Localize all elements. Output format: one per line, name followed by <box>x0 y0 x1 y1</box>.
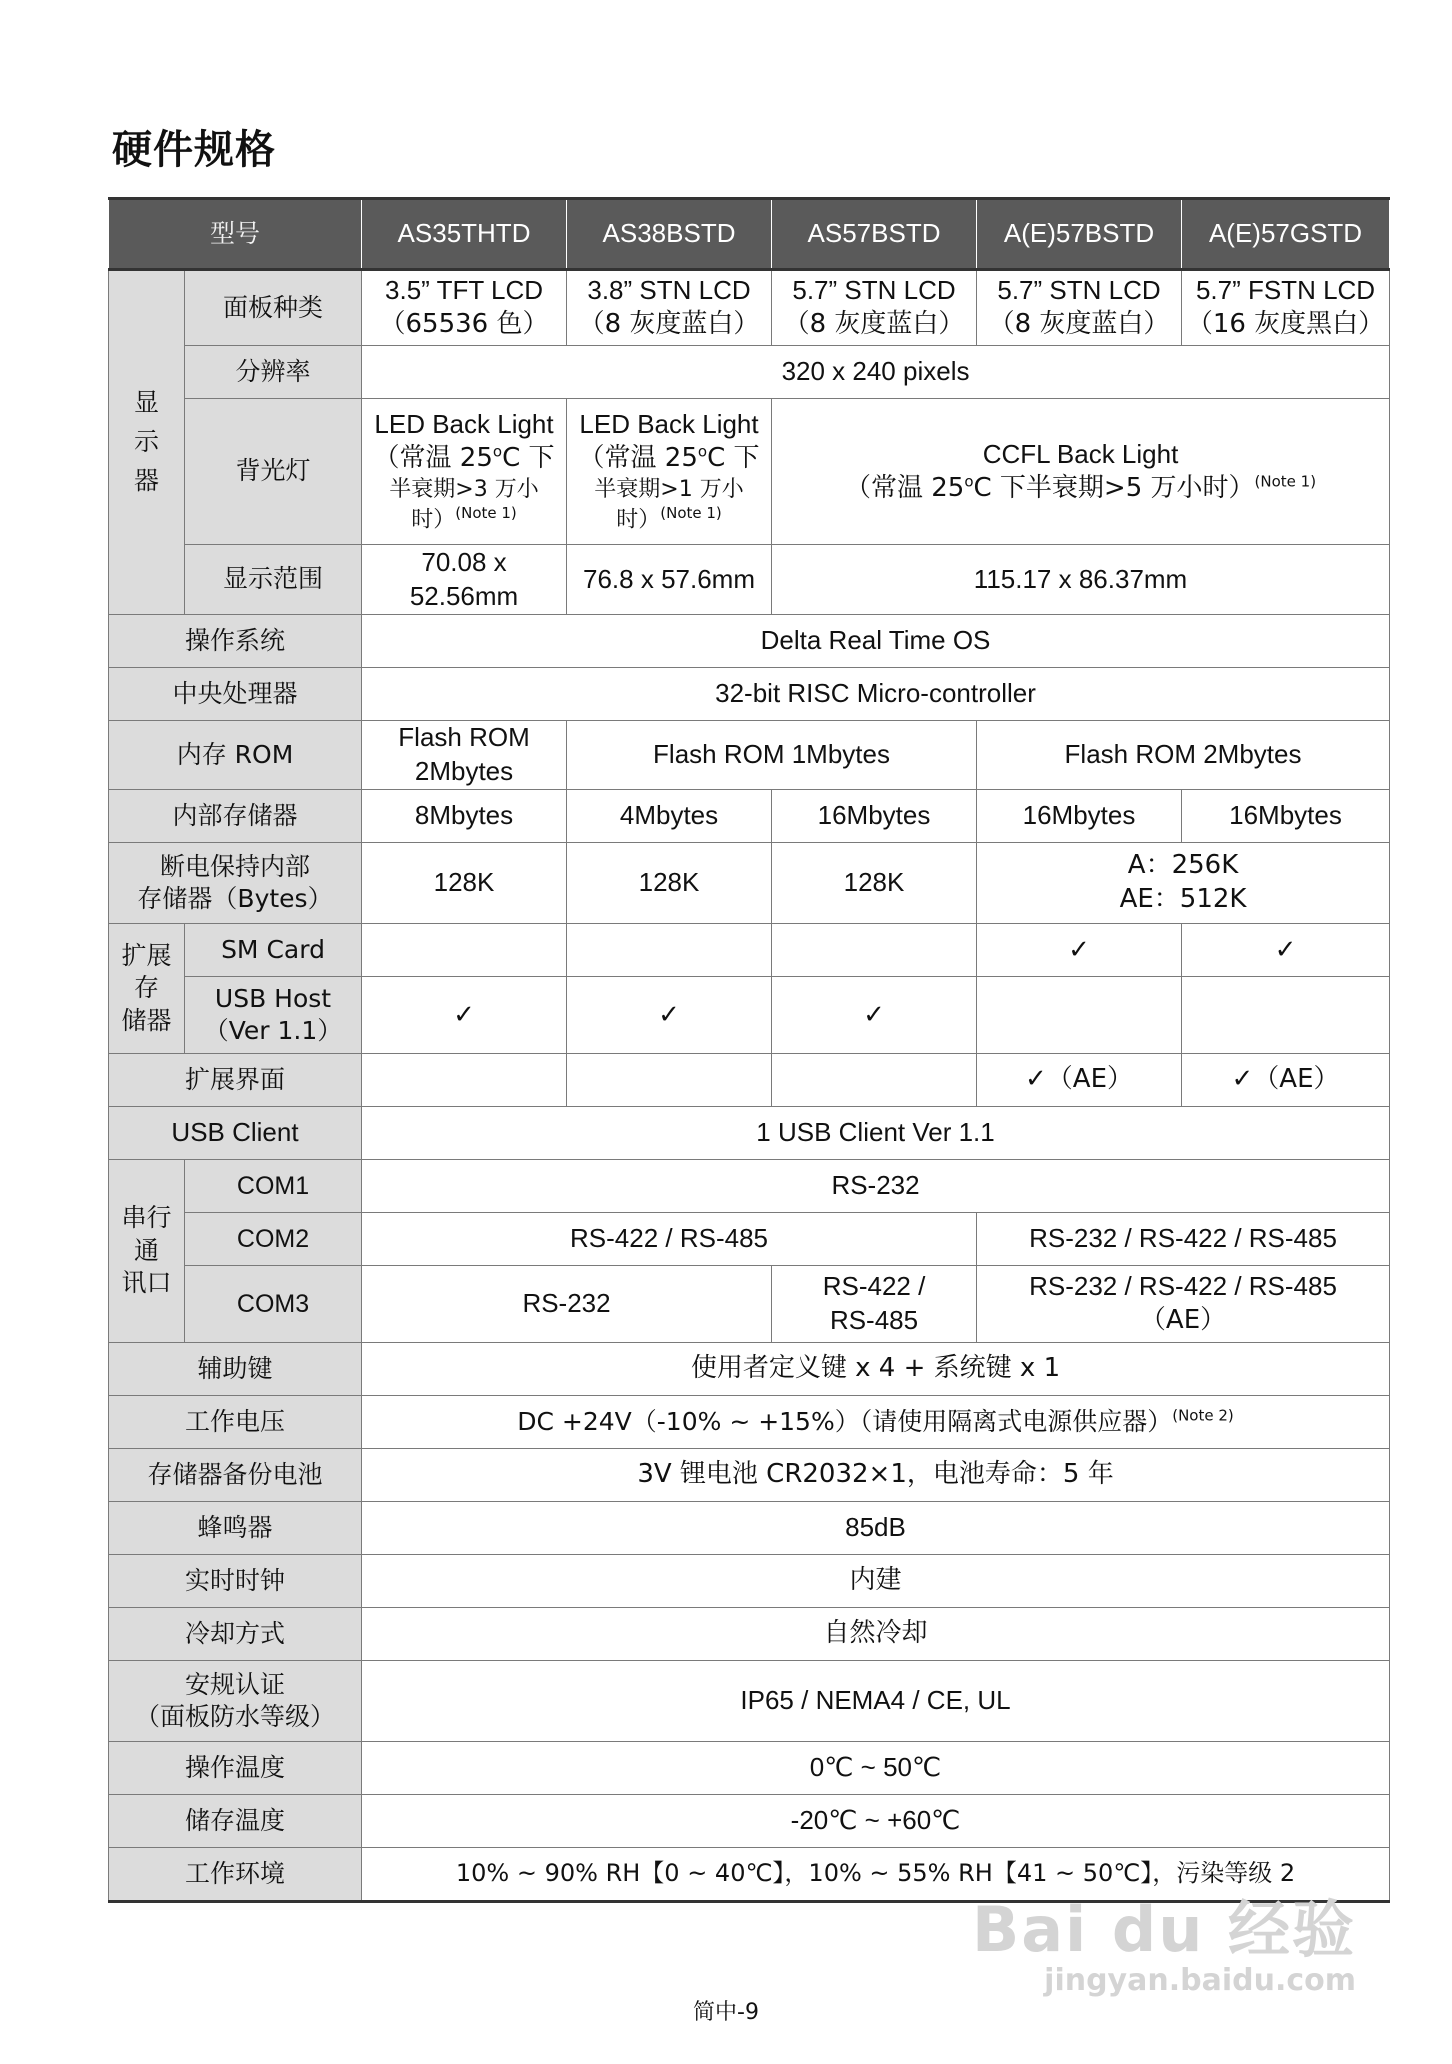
table-cell: 320 x 240 pixels <box>362 346 1390 399</box>
table-cell: IP65 / NEMA4 / CE, UL <box>362 1661 1390 1742</box>
table-cell: 3.5” TFT LCD （65536 色） <box>362 270 567 346</box>
row-label: 工作环境 <box>109 1848 362 1902</box>
table-row <box>109 399 1390 545</box>
table-cell: 0℃ ~ 50℃ <box>362 1742 1390 1795</box>
table-row <box>109 1502 1390 1555</box>
table-cell <box>977 977 1182 1054</box>
table-cell: 16Mbytes <box>772 790 977 843</box>
row-label: 操作系统 <box>109 615 362 668</box>
table-row <box>109 668 1390 721</box>
table-cell: 70.08 x 52.56mm <box>362 545 567 615</box>
table-cell: RS-422 / RS-485 <box>772 1266 977 1343</box>
table-row <box>109 1054 1390 1107</box>
table-cell: 76.8 x 57.6mm <box>567 545 772 615</box>
table-cell: 128K <box>362 843 567 924</box>
table-row <box>109 615 1390 668</box>
row-label: 操作温度 <box>109 1742 362 1795</box>
page-footer: 简中-9 <box>693 2000 759 2025</box>
table-cell: Delta Real Time OS <box>362 615 1390 668</box>
table-row <box>109 790 1390 843</box>
row-label: 面板种类 <box>185 270 362 346</box>
table-row <box>109 270 1390 346</box>
row-label: 辅助键 <box>109 1343 362 1396</box>
table-cell: CCFL Back Light （常温 25$^o$C 下半衰期>5 万小时）$^{(Note 1)}$ <box>772 399 1390 545</box>
table-cell: DC +24V（-10% ~ +15%）（请使用隔离式电源供应器）$^{(Note 2)}$ <box>362 1396 1390 1449</box>
table-cell: 115.17 x 86.37mm <box>772 545 1390 615</box>
baidu-watermark: Bai du 经验 jingyan.baidu.com <box>971 1893 1356 1998</box>
model-header: A(E)57GSTD <box>1182 199 1390 270</box>
table-cell: 128K <box>772 843 977 924</box>
table-cell: Flash ROM 1Mbytes <box>567 721 977 790</box>
table-cell: RS-232 / RS-422 / RS-485 <box>977 1213 1390 1266</box>
row-label: USB Client <box>109 1107 362 1160</box>
spec-table <box>108 197 1390 1903</box>
row-label: 扩展界面 <box>109 1054 362 1107</box>
table-row <box>109 721 1390 790</box>
table-cell: RS-232 <box>362 1160 1390 1213</box>
table-cell: 5.7” FSTN LCD （16 灰度黑白） <box>1182 270 1390 346</box>
row-label: COM2 <box>185 1213 362 1266</box>
row-label: 安规认证 （面板防水等级） <box>109 1661 362 1742</box>
table-row <box>109 346 1390 399</box>
model-header-label: 型号 <box>109 199 362 270</box>
row-label: 蜂鸣器 <box>109 1502 362 1555</box>
table-cell <box>772 1054 977 1107</box>
row-label: 内部存储器 <box>109 790 362 843</box>
check-mark: ✓ <box>772 977 977 1054</box>
model-header: AS38BSTD <box>567 199 772 270</box>
table-cell: ✓（AE） <box>977 1054 1182 1107</box>
table-cell: RS-232 <box>362 1266 772 1343</box>
table-cell: 4Mbytes <box>567 790 772 843</box>
table-cell: Flash ROM 2Mbytes <box>362 721 567 790</box>
table-cell <box>1182 977 1390 1054</box>
table-cell: LED Back Light （常温 25$^o$C 下 半衰期>1 万小 时）$^{(Note 1)}$ <box>567 399 772 545</box>
table-row <box>109 1449 1390 1502</box>
table-cell <box>772 924 977 977</box>
table-row <box>109 843 1390 924</box>
table-row <box>109 1742 1390 1795</box>
table-cell <box>362 1054 567 1107</box>
row-label: COM1 <box>185 1160 362 1213</box>
table-cell: 85dB <box>362 1502 1390 1555</box>
table-row <box>109 1661 1390 1742</box>
check-mark: ✓ <box>567 977 772 1054</box>
table-cell: A：256K AE：512K <box>977 843 1390 924</box>
table-cell: 128K <box>567 843 772 924</box>
model-header: AS57BSTD <box>772 199 977 270</box>
table-cell: 5.7” STN LCD （8 灰度蓝白） <box>977 270 1182 346</box>
row-label: 分辨率 <box>185 346 362 399</box>
row-label: 储存温度 <box>109 1795 362 1848</box>
check-mark: ✓ <box>362 977 567 1054</box>
table-row <box>109 924 1390 977</box>
check-mark: ✓ <box>1182 924 1390 977</box>
row-label: COM3 <box>185 1266 362 1343</box>
row-label: 背光灯 <box>185 399 362 545</box>
table-cell: RS-232 / RS-422 / RS-485 （AE） <box>977 1266 1390 1343</box>
table-cell: 16Mbytes <box>977 790 1182 843</box>
page-title: 硬件规格 <box>112 127 276 173</box>
row-label: SM Card <box>185 924 362 977</box>
table-cell: 8Mbytes <box>362 790 567 843</box>
table-row <box>109 1213 1390 1266</box>
model-header: A(E)57BSTD <box>977 199 1182 270</box>
serial-group-label: 串行通 讯口 <box>109 1160 185 1343</box>
table-cell: 内建 <box>362 1555 1390 1608</box>
table-cell: RS-422 / RS-485 <box>362 1213 977 1266</box>
table-cell <box>362 924 567 977</box>
table-row <box>109 1107 1390 1160</box>
table-row <box>109 545 1390 615</box>
table-cell: Flash ROM 2Mbytes <box>977 721 1390 790</box>
table-row <box>109 1608 1390 1661</box>
row-label: 工作电压 <box>109 1396 362 1449</box>
table-row <box>109 1795 1390 1848</box>
table-cell: LED Back Light （常温 25$^o$C 下 半衰期>3 万小 时）$^{(Note 1)}$ <box>362 399 567 545</box>
table-header-row <box>109 199 1390 270</box>
row-label: USB Host （Ver 1.1） <box>185 977 362 1054</box>
table-row <box>109 1266 1390 1343</box>
table-cell: 32-bit RISC Micro-controller <box>362 668 1390 721</box>
row-label: 中央处理器 <box>109 668 362 721</box>
table-cell: ✓（AE） <box>1182 1054 1390 1107</box>
table-cell: 3.8” STN LCD （8 灰度蓝白） <box>567 270 772 346</box>
table-cell <box>567 924 772 977</box>
row-label: 冷却方式 <box>109 1608 362 1661</box>
table-cell: 自然冷却 <box>362 1608 1390 1661</box>
table-row <box>109 1343 1390 1396</box>
table-cell: 16Mbytes <box>1182 790 1390 843</box>
table-row <box>109 1396 1390 1449</box>
table-cell: 3V 锂电池 CR2032×1，电池寿命：5 年 <box>362 1449 1390 1502</box>
ext-storage-group-label: 扩展存 储器 <box>109 924 185 1054</box>
table-row <box>109 1555 1390 1608</box>
table-row <box>109 1160 1390 1213</box>
table-cell: -20℃ ~ +60℃ <box>362 1795 1390 1848</box>
table-cell: 5.7” STN LCD （8 灰度蓝白） <box>772 270 977 346</box>
row-label: 内存 ROM <box>109 721 362 790</box>
model-header: AS35THTD <box>362 199 567 270</box>
row-label: 存储器备份电池 <box>109 1449 362 1502</box>
row-label: 显示范围 <box>185 545 362 615</box>
display-group-label: 显示器 <box>109 270 185 615</box>
row-label: 断电保持内部 存储器（Bytes） <box>109 843 362 924</box>
table-cell: 1 USB Client Ver 1.1 <box>362 1107 1390 1160</box>
table-cell: 10% ~ 90% RH【0 ~ 40℃】，10% ~ 55% RH【41 ~ 50℃】，污染等级 2 <box>362 1848 1390 1902</box>
row-label: 实时时钟 <box>109 1555 362 1608</box>
table-cell: 使用者定义键 x 4 + 系统键 x 1 <box>362 1343 1390 1396</box>
table-row <box>109 977 1390 1054</box>
table-cell <box>567 1054 772 1107</box>
check-mark: ✓ <box>977 924 1182 977</box>
